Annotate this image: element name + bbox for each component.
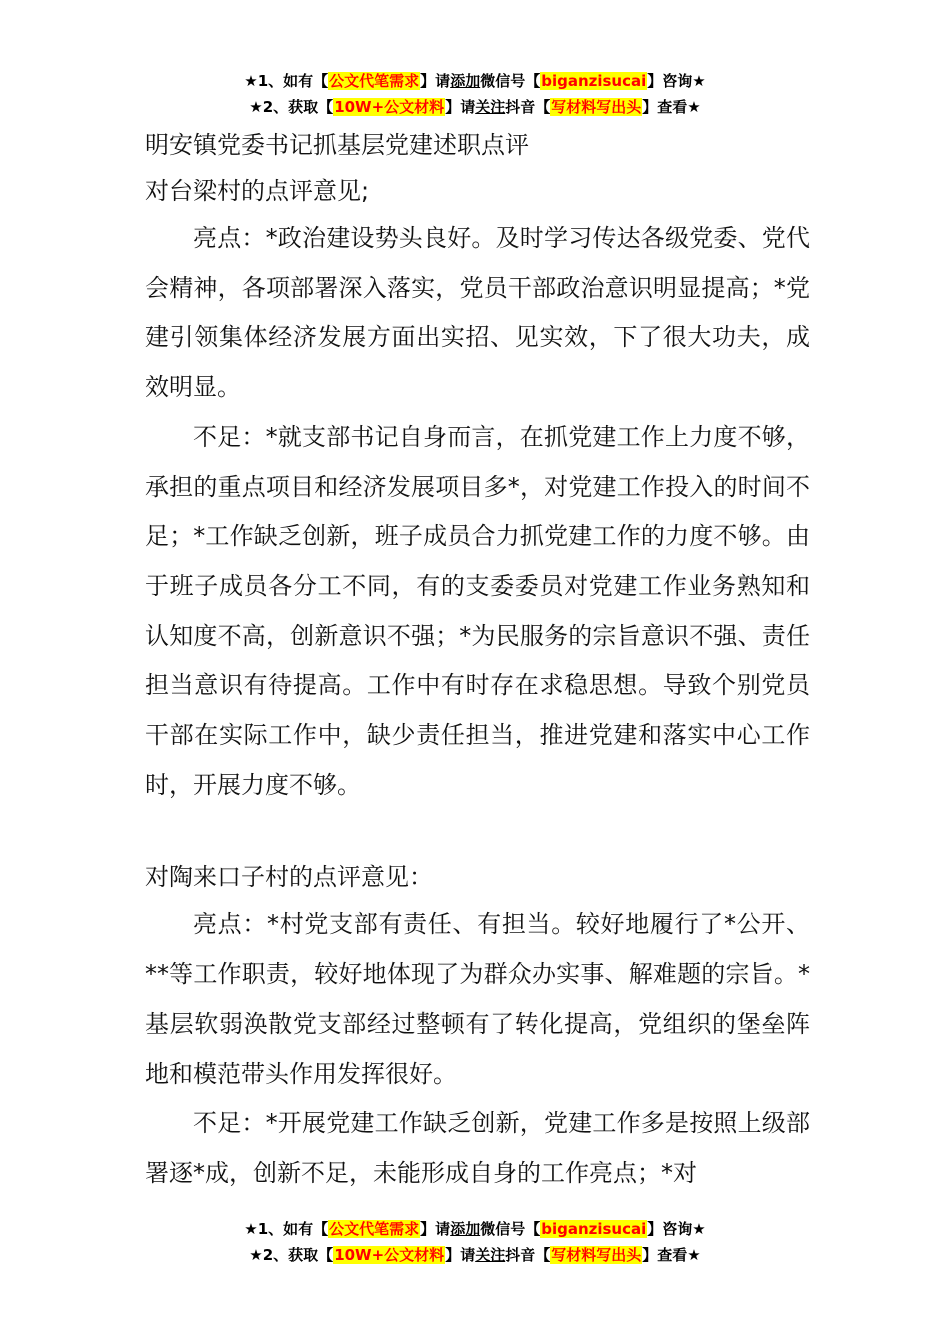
highlight-writing-service: 公文代笔需求 [329, 1220, 420, 1238]
paragraph-strengths-taolaikouzi: 亮点：*村党支部有责任、有担当。较好地履行了*公开、**等工作职责，较好地体现了为群众办实事、解难题的宗旨。*基层软弱涣散党支部经过整顿有了转化提高，党组织的堡垒阵地和模范带头作用发挥很好。 [145, 910, 810, 1088]
paragraph-weaknesses-taolaikouzi: 不足：*开展党建工作缺乏创新，党建工作多是按照上级部署逐*成，创新不足，未能形成自身的工作亮点；*对 [145, 1109, 810, 1187]
promo-line-2: ★2、获取【10W+公文材料】请关注抖音【写材料写出头】查看★ [249, 98, 701, 116]
document-title: 明安镇党委书记抓基层党建述职点评 [145, 131, 529, 159]
highlight-writing-service: 公文代笔需求 [329, 72, 420, 90]
section-heading-taolaikouzi: 对陶来口子村的点评意见： [145, 863, 433, 892]
paragraph-strengths-tailiang: 亮点：*政治建设势头良好。及时学习传达各级党委、党代会精神，各项部署深入落实，党员干部政治意识明显提高；*党建引领集体经济发展方面出实招、见实效，下了很大功夫，成效明显。 [145, 224, 810, 402]
highlight-wechat-id: biganzisucai [541, 72, 647, 90]
promo-line-2: ★2、获取【10W+公文材料】请关注抖音【写材料写出头】查看★ [249, 1246, 701, 1264]
document-body [145, 122, 810, 1199]
promo-banner-top [0, 68, 950, 120]
promo-line-1: ★1、如有【公文代笔需求】请添加微信号【biganzisucai】咨询★ [244, 1220, 706, 1238]
promo-line-1: ★1、如有【公文代笔需求】请添加微信号【biganzisucai】咨询★ [244, 72, 706, 90]
highlight-douyin-account: 写材料写出头 [551, 98, 642, 116]
highlight-wechat-id: biganzisucai [541, 1220, 647, 1238]
highlight-materials: 10W+公文材料 [334, 1246, 445, 1264]
promo-banner-bottom [0, 1216, 950, 1268]
section-heading-tailiang: 对台梁村的点评意见; [145, 177, 370, 205]
highlight-douyin-account: 写材料写出头 [551, 1246, 642, 1264]
paragraph-weaknesses-tailiang: 不足：*就支部书记自身而言，在抓党建工作上力度不够，承担的重点项目和经济发展项目多*，对党建工作投入的时间不足；*工作缺乏创新，班子成员合力抓党建工作的力度不够。由于班子成员各分工不同，有的支委委员对党建工作业务熟知和认知度不高，创新意识不强；*为民服务的宗旨意识不强、责任担当意识有待提高。工作中有时存在求稳思想。导致个别党员干部在实际工作中，缺少责任担当，推进党建和落实中心工作时，开展力度不够。 [145, 422, 810, 799]
highlight-materials: 10W+公文材料 [334, 98, 445, 116]
section-spacer [145, 810, 810, 854]
